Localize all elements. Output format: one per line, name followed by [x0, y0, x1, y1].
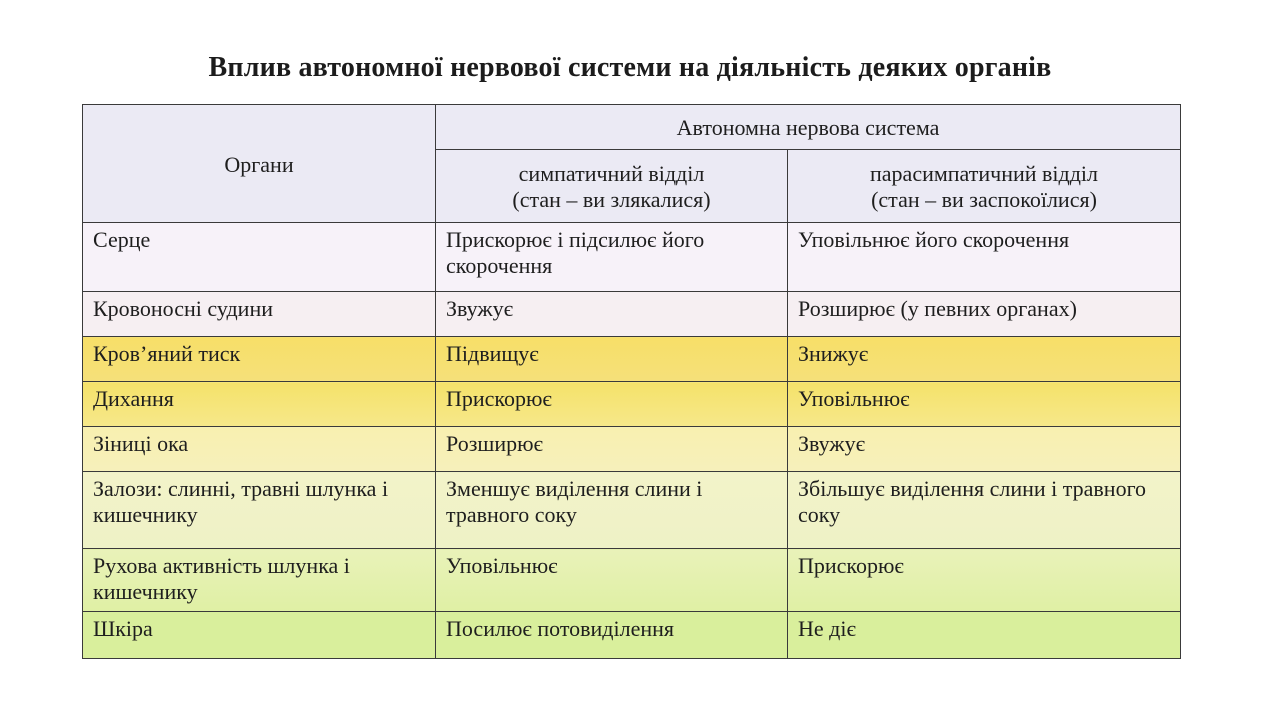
- organ-cell: Серце: [83, 223, 436, 292]
- sympathetic-cell: Посилює потовиділення: [436, 612, 788, 659]
- sympathetic-cell: Звужує: [436, 292, 788, 337]
- organ-cell: Шкіра: [83, 612, 436, 659]
- ans-effects-table: [82, 104, 1181, 659]
- header-parasympathetic-line1: парасимпатичний відділ: [870, 161, 1098, 186]
- table-row: [83, 427, 1181, 472]
- page-title: Вплив автономної нервової системи на діяльність деяких органів: [208, 52, 1052, 83]
- sympathetic-cell: Зменшує виділення слини і травного соку: [436, 472, 788, 549]
- organ-cell: Рухова активність шлунка і кишечнику: [83, 549, 436, 612]
- header-sympathetic-line2: (стан – ви злякалися): [512, 187, 711, 212]
- table-row: [83, 337, 1181, 382]
- header-organs: Органи: [83, 105, 436, 223]
- sympathetic-cell: Розширює: [436, 427, 788, 472]
- parasympathetic-cell: Знижує: [788, 337, 1181, 382]
- parasympathetic-cell: Збільшує виділення слини і травного соку: [788, 472, 1181, 549]
- header-parasympathetic-line2: (стан – ви заспокоїлися): [871, 187, 1097, 212]
- table-row: [83, 472, 1181, 549]
- header-sympathetic-line1: симпатичний відділ: [518, 161, 705, 186]
- header-sympathetic: [436, 150, 788, 223]
- organ-cell: Кровоносні судини: [83, 292, 436, 337]
- organ-cell: Зіниці ока: [83, 427, 436, 472]
- table-row: [83, 612, 1181, 659]
- sympathetic-cell: Прискорює і підсилює його скорочення: [436, 223, 788, 292]
- parasympathetic-cell: Звужує: [788, 427, 1181, 472]
- table-row: [83, 549, 1181, 612]
- organ-cell: Дихання: [83, 382, 436, 427]
- organ-cell: Кров’яний тиск: [83, 337, 436, 382]
- parasympathetic-cell: Прискорює: [788, 549, 1181, 612]
- sympathetic-cell: Уповільнює: [436, 549, 788, 612]
- parasympathetic-cell: Не діє: [788, 612, 1181, 659]
- parasympathetic-cell: Розширює (у певних органах): [788, 292, 1181, 337]
- table-row: [83, 292, 1181, 337]
- header-parasympathetic: [788, 150, 1181, 223]
- parasympathetic-cell: Уповільнює його скорочення: [788, 223, 1181, 292]
- sympathetic-cell: Підвищує: [436, 337, 788, 382]
- organ-cell: Залози: слинні, травні шлунка і кишечнику: [83, 472, 436, 549]
- parasympathetic-cell: Уповільнює: [788, 382, 1181, 427]
- sympathetic-cell: Прискорює: [436, 382, 788, 427]
- table-row: [83, 382, 1181, 427]
- table-row: [83, 223, 1181, 292]
- header-autonomic-nervous-system: Автономна нервова система: [436, 105, 1181, 150]
